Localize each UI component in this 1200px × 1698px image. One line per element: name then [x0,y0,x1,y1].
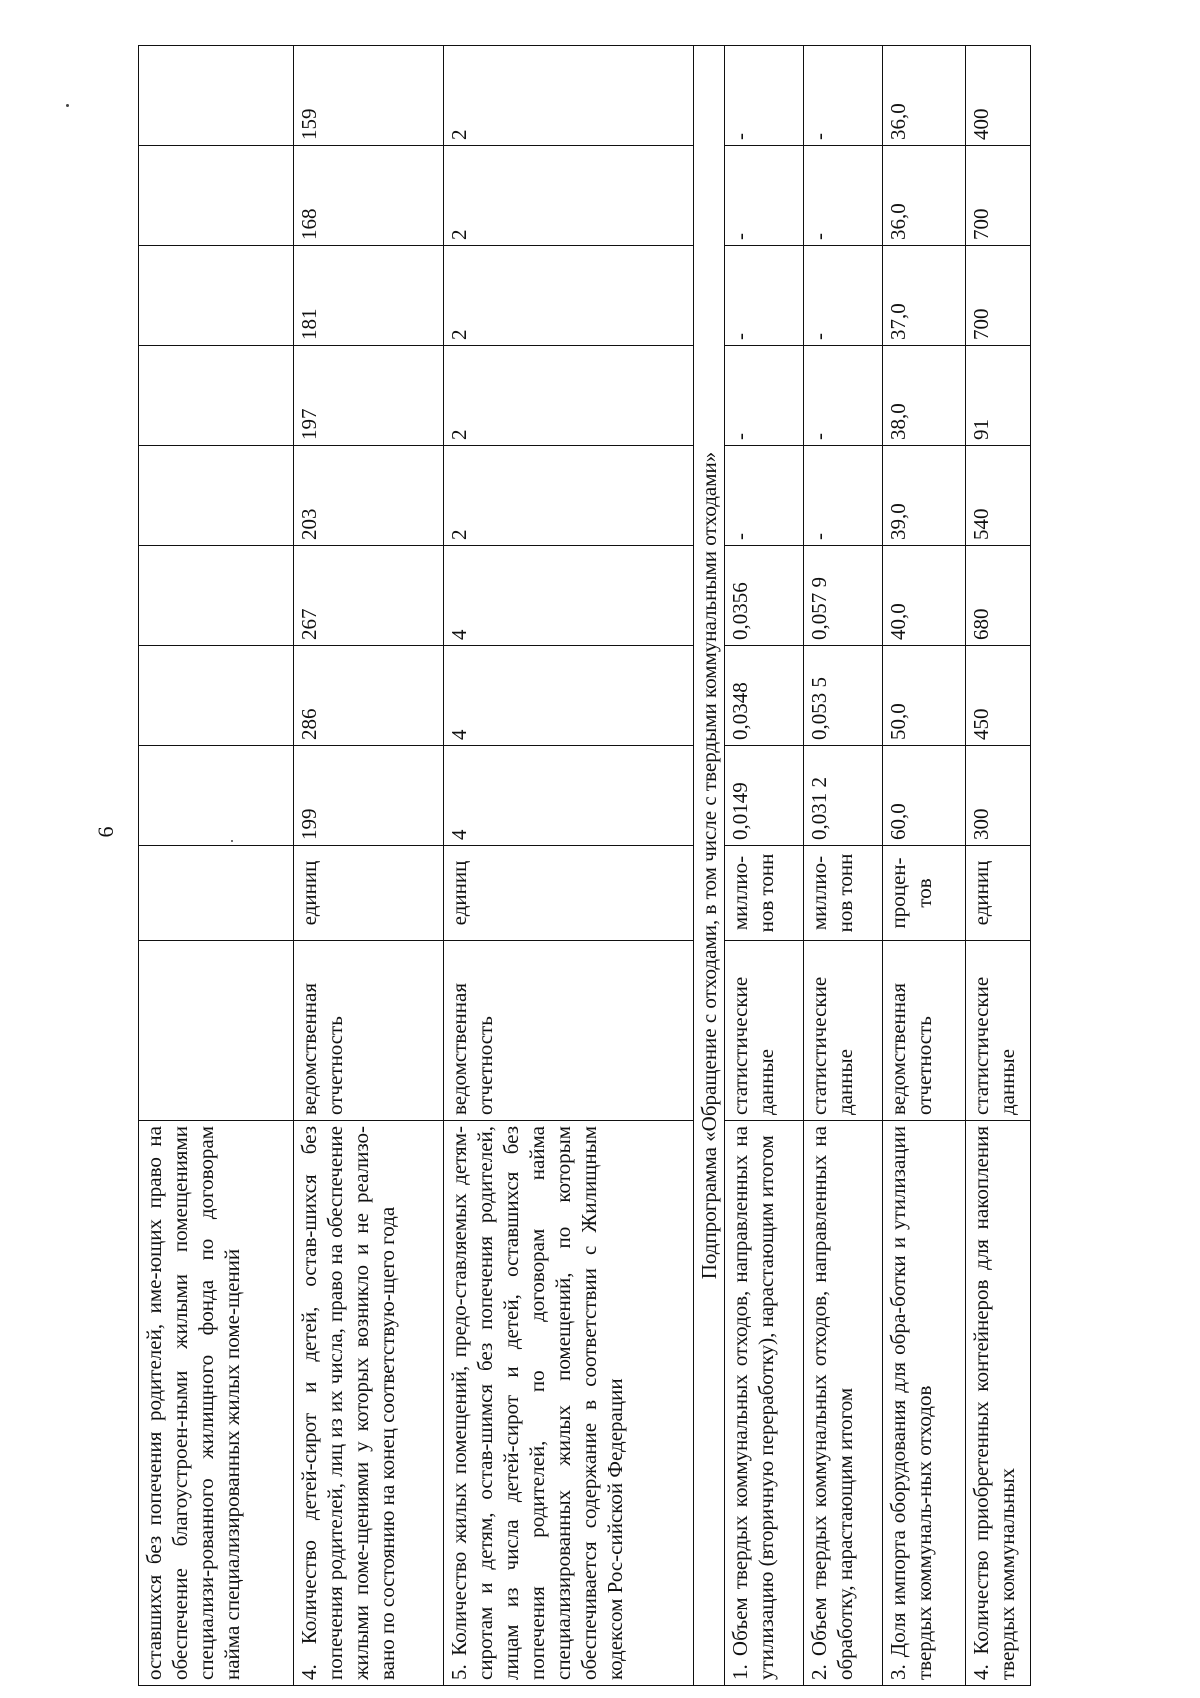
cell-name: оставшихся без попечения родителей, име-ющих право на обеспечение благоустроен-ными жилыми помещениями специализи-рованного жилищного фонда по договорам найма специализированных жилых поме-щений [139,1121,294,1686]
cell-value [139,446,294,546]
cell-source: ведомственная отчетность [883,941,966,1121]
cell-value: 181 [294,246,444,346]
cell-source [139,941,294,1121]
cell-value [139,146,294,246]
cell-name-text: 1. Объем твердых коммунальных отходов, направленных на утилизацию (вторичную переработку), нарастающим итогом [728,1126,778,1680]
cell-value: 2 [444,446,694,546]
cell-value: 0,057 9 [804,546,883,646]
cell-value: 2 [444,146,694,246]
cell-value: 197 [294,346,444,446]
cell-unit [139,846,294,941]
cell-value: 38,0 [883,346,966,446]
indicators-table [138,45,1031,1686]
page-number: 6 [93,826,118,838]
table-row [444,46,694,1686]
section-title: Подпрограмма «Обращение с отходами, в том числе с твердыми коммунальными отходами» [694,46,725,1686]
cell-value: 2 [444,246,694,346]
cell-value: - [725,146,804,246]
table-row [804,46,883,1686]
table-row-continuation [139,46,294,1686]
cell-value: - [804,146,883,246]
cell-value: 286 [294,646,444,746]
cell-value: 60,0 [883,746,966,846]
cell-unit: процен-тов [883,846,966,941]
cell-value: 0,0149 [725,746,804,846]
cell-value: 203 [294,446,444,546]
table-row [883,46,966,1686]
cell-value: 36,0 [883,146,966,246]
cell-name: 5. Количество жилых помещений, предо-ставляемых детям-сиротам и детям, остав-шимся без попечения родителей, лицам из числа детей-сирот и детей, оставшихся без попечения родителей, по договорам найма специализированных жилых помещений, по которым обеспечивается содержание в соответствии с Жилищным кодексом Рос-сийской Федерации [444,1121,694,1686]
cell-name: 3. Доля импорта оборудования для обра-ботки и утилизации твердых коммуналь-ных отходов [883,1121,966,1686]
cell-value: 450 [966,646,1031,746]
cell-unit: единиц [966,846,1031,941]
cell-source: статистические данные [725,941,804,1121]
cell-value: 4 [444,646,694,746]
cell-value: 50,0 [883,646,966,746]
table-row [966,46,1031,1686]
cell-unit: единиц [294,846,444,941]
cell-source: статистические данные [966,941,1031,1121]
cell-value: 400 [966,46,1031,146]
cell-value: - [804,346,883,446]
cell-value: 0,0348 [725,646,804,746]
cell-value: 2 [444,346,694,446]
cell-value: - [804,46,883,146]
cell-value: 700 [966,246,1031,346]
cell-unit: единиц [444,846,694,941]
cell-value: - [725,346,804,446]
cell-name: 4. Количество детей-сирот и детей, остав-шихся без попечения родителей, лиц из их числа, право на обеспечение жилыми поме-щениями у которых возникло и не реализо-вано по состоянию на конец соответствую-щего года [294,1121,444,1686]
cell-value: 168 [294,146,444,246]
cell-name [725,1121,804,1686]
cell-source: статистические данные [804,941,883,1121]
cell-value [139,246,294,346]
cell-value: 680 [966,546,1031,646]
cell-unit: миллио-нов тонн [804,846,883,941]
cell-value: - [804,446,883,546]
cell-value: 4 [444,546,694,646]
cell-value [139,746,294,846]
table-row [294,46,444,1686]
cell-value: 0,0356 [725,546,804,646]
cell-value [139,346,294,446]
table-row [725,46,804,1686]
cell-value: 700 [966,146,1031,246]
cell-value: 0,053 5 [804,646,883,746]
cell-value: 300 [966,746,1031,846]
cell-name: 2. Объем твердых коммунальных отходов, направленных на обработку, нарастающим итогом [804,1121,883,1686]
cell-unit: миллио-нов тонн [725,846,804,941]
rotated-table-area [138,46,1038,1686]
cell-value: 91 [966,346,1031,446]
cell-value: 0,031 2 [804,746,883,846]
cell-value: - [725,246,804,346]
cell-value: 2 [444,46,694,146]
cell-value: 37,0 [883,246,966,346]
cell-value: - [725,446,804,546]
section-header-row [694,46,725,1686]
cell-source: ведомственная отчетность [294,941,444,1121]
cell-value: - [725,46,804,146]
cell-value: - [804,246,883,346]
cell-value: 199 [294,746,444,846]
cell-value [139,46,294,146]
cell-name: 4. Количество приобретенных контейнеров для накопления твердых коммунальных [966,1121,1031,1686]
cell-value: 267 [294,546,444,646]
cell-source: ведомственная отчетность [444,941,694,1121]
cell-value: 36,0 [883,46,966,146]
cell-value: 540 [966,446,1031,546]
scan-speck [66,104,69,107]
cell-value [139,646,294,746]
cell-value [139,546,294,646]
cell-value: 4 [444,746,694,846]
cell-value: 159 [294,46,444,146]
cell-value: 39,0 [883,446,966,546]
cell-value: 40,0 [883,546,966,646]
